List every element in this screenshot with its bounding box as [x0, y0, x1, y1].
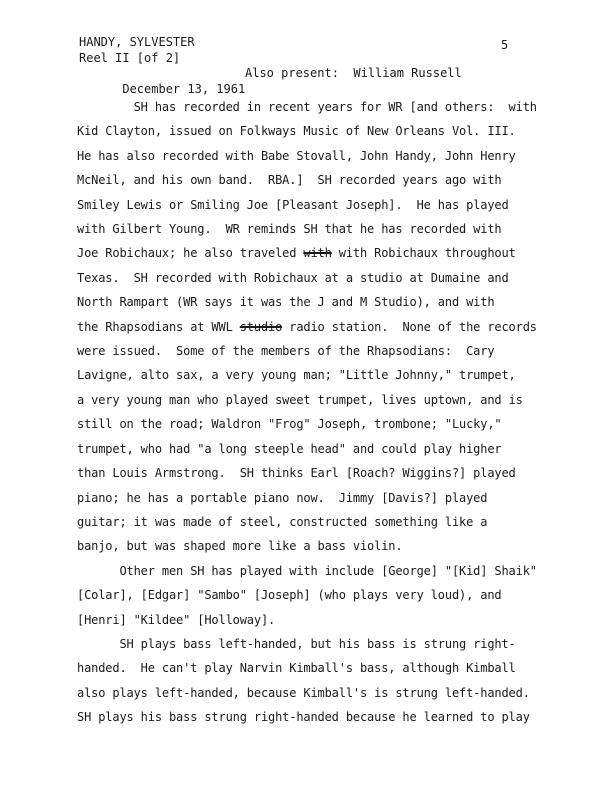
text-line: [Henri] "Kildee" [Holloway]. — [77, 612, 276, 627]
text-line: [Colar], [Edgar] "Sambo" [Joseph] (who plays very loud), and — [77, 588, 502, 603]
text-line: Lavigne, alto sax, a very young man; "Little Johnny," trumpet, — [77, 368, 516, 383]
text-line: handed. He can't play Narvin Kimball's bass, although Kimball — [77, 661, 516, 676]
text-line: SH plays his bass strung right-handed because he learned to play — [77, 710, 530, 725]
struck-word: with — [303, 246, 332, 261]
text-segment: with Robichaux throughout — [331, 246, 516, 261]
reel-label: Reel II [of 2] — [79, 50, 181, 65]
text-line: McNeil, and his own band. RBA.] SH recorded years ago with — [77, 173, 502, 188]
text-line: Smiley Lewis or Smiling Joe [Pleasant Joseph]. He has played — [77, 197, 509, 212]
text-line: guitar; it was made of steel, constructed something like a — [77, 514, 488, 529]
paragraph-2 — [77, 559, 557, 632]
text-line: still on the road; Waldron "Frog" Joseph, trombone; "Lucky," — [77, 417, 502, 432]
text-line: piano; he has a portable piano now. Jimmy [Davis?] played — [77, 490, 488, 505]
text-segment: the Rhapsodians at WWL — [77, 319, 240, 334]
page-number: 5 — [501, 38, 509, 52]
paragraph-3 — [77, 632, 557, 730]
text-line: also plays left-handed, because Kimball's is strung left-handed. — [77, 685, 530, 700]
text-line: trumpet, who had "a long steeple head" and could play higher — [77, 441, 502, 456]
paragraph-1 — [77, 95, 557, 559]
text-line: SH has recorded in recent years for WR [and others: with — [77, 100, 537, 114]
text-line: SH plays bass left-handed, but his bass is strung right- — [77, 636, 516, 651]
transcript-body — [77, 95, 557, 730]
interview-date: December 13, 1961 — [122, 81, 246, 96]
text-line: Kid Clayton, issued on Folkways Music of New Orleans Vol. III. — [77, 124, 516, 139]
also-present: Also present: William Russell — [245, 66, 462, 80]
text-line — [77, 241, 557, 265]
text-line: banjo, but was shaped more like a bass violin. — [77, 539, 403, 554]
text-line: North Rampart (WR says it was the J and M Studio), and with — [77, 295, 495, 310]
text-line: than Louis Armstrong. SH thinks Earl [Roach? Wiggins?] played — [77, 466, 516, 481]
text-line: a very young man who played sweet trumpet, lives uptown, and is — [77, 392, 523, 407]
text-line: He has also recorded with Babe Stovall, John Handy, John Henry — [77, 148, 516, 163]
text-line: Texas. SH recorded with Robichaux at a studio at Dumaine and — [77, 270, 509, 285]
interviewee-name: HANDY, SYLVESTER — [79, 35, 195, 49]
text-line: Other men SH has played with include [George] "[Kid] Shaik" — [77, 563, 537, 578]
text-line: with Gilbert Young. WR reminds SH that he has recorded with — [77, 222, 502, 237]
text-segment: Joe Robichaux; he also traveled — [77, 246, 304, 261]
struck-word: studio — [239, 319, 283, 334]
text-line: were issued. Some of the members of the Rhapsodians: Cary — [77, 344, 495, 359]
text-line — [77, 315, 557, 339]
text-segment: radio station. None of the records — [282, 319, 537, 334]
